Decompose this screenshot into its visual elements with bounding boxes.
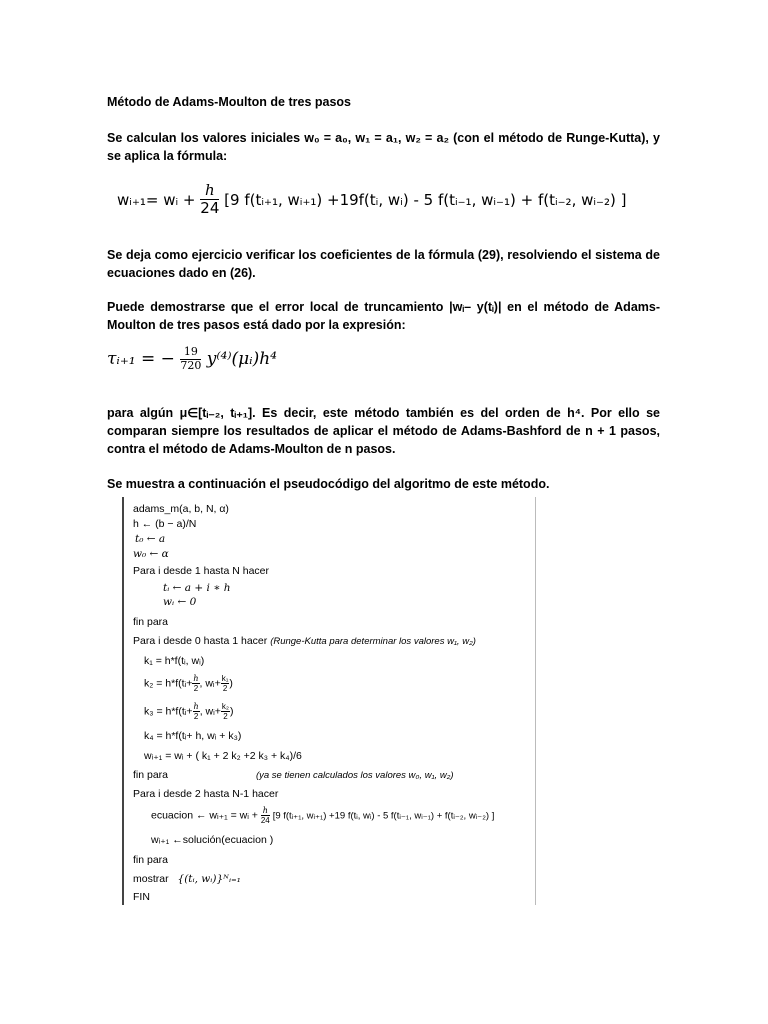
code-line: fin para — [133, 616, 169, 628]
code-line: wᵢ₊₁ = wᵢ + ( k₁ + 2 k₂ +2 k₃ + k₄)/6 — [144, 750, 302, 762]
section-title: Método de Adams-Moulton de tres pasos — [107, 95, 352, 109]
code-line: wᵢ ← 0 — [163, 596, 197, 608]
code-line: ecuacion ← wᵢ₊₁ = wᵢ + $\frac{h}{24}$ [9 f(tᵢ₊₁, wᵢ₊₁) +19 f(tᵢ, wᵢ) - 5 f(tᵢ₋₁, wᵢ₋₁) + f(tᵢ₋₂, wᵢ₋₂) ] — [151, 806, 495, 825]
code-line: adams_m(a, b, N, α) — [133, 503, 229, 515]
code-comment: (Runge-Kutta para determinar los valores w₁, w₂) — [270, 636, 476, 647]
code-line: Para i desde 2 hasta N-1 hacer — [133, 788, 279, 800]
code-comment: (ya se tienen calculados los valores w₀, w₁, w₂) — [255, 770, 454, 781]
paragraph-truncation-error: Puede demostrarse que el error local de truncamiento |wᵢ– y(tᵢ)| en el método de Adams-Moulton de tres pasos está dado por la expresión: — [107, 300, 660, 332]
paragraph-order: para algún μ∈[tᵢ₋₂, tᵢ₊₁]. Es decir, este método también es del orden de h⁴. Por ello se comparan siempre los resultados de aplicar el método de Adams-Bashford de n + 1 pasos, contra el método de Adams-Moulton de n pasos. — [107, 406, 660, 456]
code-line: k₄ = h*f(tᵢ+ h, wᵢ + k₃) — [144, 730, 242, 742]
formula-right: [9 f(tᵢ₊₁, wᵢ₊₁) +19f(tᵢ, wᵢ) - 5 f(tᵢ₋₁, wᵢ₋₁) + f(tᵢ₋₂, wᵢ₋₂) ] — [224, 190, 627, 209]
pseudocode-box — [122, 497, 536, 905]
code-line: Para i desde 1 hasta N hacer — [133, 565, 269, 577]
code-line: h ← (b − a)/N — [133, 518, 197, 530]
formula2-fraction — [180, 346, 201, 372]
fraction-numerator: h — [200, 182, 219, 200]
formula2-denominator: 720 — [180, 358, 202, 372]
code-line: FIN — [133, 891, 150, 903]
code-line: k₃ = h*f(tᵢ+ $\frac{h}{2}$ , wᵢ+ $\frac{\text{k₂}}{2}$ ) — [144, 702, 234, 721]
formula2-left: τᵢ₊₁ = − — [107, 349, 175, 370]
paragraph-initial-values: Se calculan los valores iniciales w₀ = a₀, w₁ = a₁, w₂ = a₂ (con el método de Runge-Kutta), y se aplica la fórmula: — [107, 131, 660, 163]
code-line: k₂ = h*f(tᵢ+ $\frac{h}{2}$ , wᵢ+ $\frac{\text{k₁}}{2}$ ) — [144, 674, 233, 693]
formula2-numerator: 19 — [180, 346, 201, 360]
truncation-error-formula — [107, 346, 407, 392]
code-line: t₀ ← a — [135, 533, 166, 545]
code-line: wᵢ₊₁ ←solución(ecuacion ) — [151, 834, 274, 846]
formula-fraction — [200, 182, 219, 218]
paragraph-pseudocode-intro: Se muestra a continuación el pseudocódigo del algoritmo de este método. — [107, 477, 550, 491]
code-line: Para i desde 0 hasta 1 hacer (Runge-Kutta para determinar los valores w₁, w₂) — [133, 635, 476, 647]
code-line: tᵢ ← a + i ∗ h — [163, 582, 231, 594]
code-line: fin para (ya se tienen calculados los valores w₀, w₁, w₂) — [133, 769, 454, 781]
paragraph-exercise: Se deja como ejercicio verificar los coeficientes de la fórmula (29), resolviendo el sistema de ecuaciones dado en (26). — [107, 248, 660, 280]
code-line: k₁ = h*f(tᵢ, wᵢ) — [144, 655, 205, 667]
fraction-denominator: 24 — [200, 199, 220, 218]
formula2-right: y⁽⁴⁾(μᵢ)h⁴ — [206, 349, 278, 370]
code-line: fin para — [133, 854, 169, 866]
formula-left: wᵢ₊₁= wᵢ + — [117, 190, 196, 209]
code-line: w₀ ← α — [133, 548, 169, 560]
adams-moulton-formula — [117, 182, 677, 226]
code-line: mostrar {(tᵢ, wᵢ)}ᴺᵢ₌₁ — [133, 873, 241, 885]
